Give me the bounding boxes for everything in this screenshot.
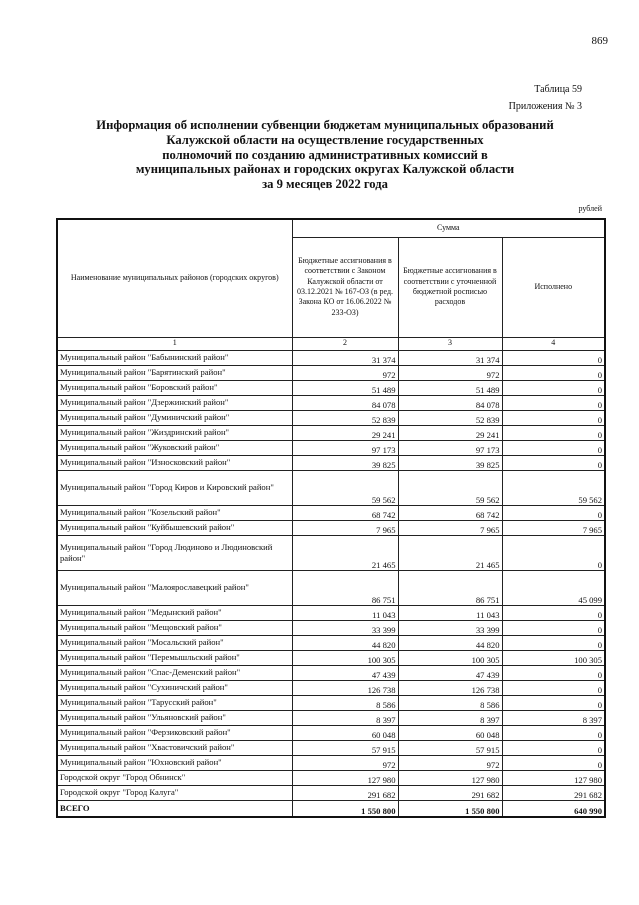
column-number: 3 xyxy=(398,337,502,350)
table-row xyxy=(57,440,605,455)
budget-revised-value: 21 465 xyxy=(398,535,502,570)
district-name: Муниципальный район "Город Киров и Кировский район" xyxy=(57,470,292,505)
budget-revised-value: 59 562 xyxy=(398,470,502,505)
executed-value: 7 965 xyxy=(502,520,605,535)
district-name: Муниципальный район "Город Людиново и Людиновский район" xyxy=(57,535,292,570)
column-number: 4 xyxy=(502,337,605,350)
budget-law-value: 11 043 xyxy=(292,605,398,620)
budget-revised-value: 52 839 xyxy=(398,410,502,425)
title-line: полномочий по созданию административных комиссий в xyxy=(162,147,488,162)
budget-law-value: 29 241 xyxy=(292,425,398,440)
table-row xyxy=(57,380,605,395)
executed-value: 59 562 xyxy=(502,470,605,505)
budget-revised-value: 31 374 xyxy=(398,350,502,365)
budget-law-value: 7 965 xyxy=(292,520,398,535)
table-row xyxy=(57,695,605,710)
title-line: за 9 месяцев 2022 года xyxy=(262,177,388,192)
table-row xyxy=(57,570,605,605)
budget-law-value: 126 738 xyxy=(292,680,398,695)
district-name: Муниципальный район "Мосальский район" xyxy=(57,635,292,650)
budget-law-value: 97 173 xyxy=(292,440,398,455)
table-row xyxy=(57,620,605,635)
budget-law-value: 68 742 xyxy=(292,505,398,520)
executed-value: 0 xyxy=(502,605,605,620)
budget-revised-value: 33 399 xyxy=(398,620,502,635)
executed-value: 0 xyxy=(502,665,605,680)
budget-revised-value: 126 738 xyxy=(398,680,502,695)
title-line: Информация об исполнении субвенции бюджетам муниципальных образований xyxy=(96,118,554,132)
budget-law-value: 33 399 xyxy=(292,620,398,635)
header-col2: Бюджетные ассигнования в соответствии с Законом Калужской области от 03.12.2021 № 167-ОЗ (в ред. Закона КО от 16.06.2022 № 233-ОЗ) xyxy=(292,237,398,337)
district-name: Муниципальный район "Козельский район" xyxy=(57,505,292,520)
table-row xyxy=(57,535,605,570)
column-number: 2 xyxy=(292,337,398,350)
budget-revised-value: 57 915 xyxy=(398,740,502,755)
executed-value: 127 980 xyxy=(502,770,605,785)
executed-value: 0 xyxy=(502,505,605,520)
header-name: Наименование муниципальных районов (городских округов) xyxy=(57,219,292,337)
district-name: Муниципальный район "Думиничский район" xyxy=(57,410,292,425)
district-name: Муниципальный район "Хвастовичский район" xyxy=(57,740,292,755)
budget-law-value: 31 374 xyxy=(292,350,398,365)
budget-law-value: 8 586 xyxy=(292,695,398,710)
budget-revised-value: 44 820 xyxy=(398,635,502,650)
budget-law-value: 8 397 xyxy=(292,710,398,725)
budget-law-value: 86 751 xyxy=(292,570,398,605)
budget-law-value: 84 078 xyxy=(292,395,398,410)
budget-revised-value: 100 305 xyxy=(398,650,502,665)
budget-revised-value: 84 078 xyxy=(398,395,502,410)
total-budget-law: 1 550 800 xyxy=(292,800,398,817)
budget-revised-value: 86 751 xyxy=(398,570,502,605)
district-name: Муниципальный район "Медынский район" xyxy=(57,605,292,620)
executed-value: 0 xyxy=(502,755,605,770)
budget-revised-value: 127 980 xyxy=(398,770,502,785)
district-name: Муниципальный район "Барятинский район" xyxy=(57,365,292,380)
district-name: Муниципальный район "Тарусский район" xyxy=(57,695,292,710)
appendix-label: Приложения № 3 xyxy=(508,101,582,112)
header-col4: Исполнено xyxy=(502,237,605,337)
total-label: ВСЕГО xyxy=(57,800,292,817)
executed-value: 0 xyxy=(502,440,605,455)
budget-revised-value: 972 xyxy=(398,755,502,770)
table-row xyxy=(57,635,605,650)
table-row xyxy=(57,740,605,755)
total-budget-revised: 1 550 800 xyxy=(398,800,502,817)
budget-law-value: 972 xyxy=(292,755,398,770)
budget-law-value: 127 980 xyxy=(292,770,398,785)
table-row xyxy=(57,785,605,800)
column-number: 1 xyxy=(57,337,292,350)
title-line: муниципальных районах и городских округах Калужской области xyxy=(135,162,515,177)
budget-revised-value: 11 043 xyxy=(398,605,502,620)
executed-value: 8 397 xyxy=(502,710,605,725)
district-name: Муниципальный район "Износковский район" xyxy=(57,455,292,470)
budget-revised-value: 68 742 xyxy=(398,505,502,520)
table-row xyxy=(57,505,605,520)
district-name: Муниципальный район "Жиздринский район" xyxy=(57,425,292,440)
district-name: Городской округ "Город Обнинск" xyxy=(57,770,292,785)
district-name: Муниципальный район "Ферзиковский район" xyxy=(57,725,292,740)
table-row xyxy=(57,770,605,785)
budget-law-value: 59 562 xyxy=(292,470,398,505)
budget-revised-value: 291 682 xyxy=(398,785,502,800)
executed-value: 0 xyxy=(502,410,605,425)
budget-law-value: 21 465 xyxy=(292,535,398,570)
district-name: Муниципальный район "Сухиничский район" xyxy=(57,680,292,695)
table-label: Таблица 59 xyxy=(534,84,582,95)
table-row xyxy=(57,365,605,380)
budget-revised-value: 51 489 xyxy=(398,380,502,395)
district-name: Муниципальный район "Куйбышевский район" xyxy=(57,520,292,535)
district-name: Муниципальный район "Спас-Деменский район" xyxy=(57,665,292,680)
executed-value: 0 xyxy=(502,380,605,395)
table-row xyxy=(57,710,605,725)
budget-revised-value: 8 397 xyxy=(398,710,502,725)
executed-value: 0 xyxy=(502,620,605,635)
table-row xyxy=(57,410,605,425)
total-row xyxy=(57,800,605,817)
district-name: Муниципальный район "Малоярославецкий район" xyxy=(57,570,292,605)
budget-revised-value: 97 173 xyxy=(398,440,502,455)
units-label: рублей xyxy=(578,204,602,213)
budget-law-value: 44 820 xyxy=(292,635,398,650)
executed-value: 0 xyxy=(502,535,605,570)
budget-law-value: 972 xyxy=(292,365,398,380)
table-row xyxy=(57,755,605,770)
executed-value: 0 xyxy=(502,395,605,410)
executed-value: 0 xyxy=(502,725,605,740)
budget-revised-value: 8 586 xyxy=(398,695,502,710)
budget-law-value: 52 839 xyxy=(292,410,398,425)
header-col3: Бюджетные ассигнования в соответствии с уточненной бюджетной росписью расходов xyxy=(398,237,502,337)
total-executed: 640 990 xyxy=(502,800,605,817)
budget-law-value: 39 825 xyxy=(292,455,398,470)
document-title xyxy=(80,118,570,192)
budget-revised-value: 29 241 xyxy=(398,425,502,440)
district-name: Муниципальный район "Бабынинский район" xyxy=(57,350,292,365)
table-row xyxy=(57,520,605,535)
table-row xyxy=(57,470,605,505)
district-name: Муниципальный район "Дзержинский район" xyxy=(57,395,292,410)
executed-value: 100 305 xyxy=(502,650,605,665)
budget-law-value: 47 439 xyxy=(292,665,398,680)
district-name: Муниципальный район "Мещовский район" xyxy=(57,620,292,635)
budget-revised-value: 7 965 xyxy=(398,520,502,535)
budget-law-value: 100 305 xyxy=(292,650,398,665)
executed-value: 0 xyxy=(502,425,605,440)
table-row xyxy=(57,425,605,440)
page-number: 869 xyxy=(591,35,608,47)
executed-value: 0 xyxy=(502,365,605,380)
table-row xyxy=(57,665,605,680)
header-sum: Сумма xyxy=(292,219,605,237)
table-row xyxy=(57,395,605,410)
executed-value: 291 682 xyxy=(502,785,605,800)
budget-revised-value: 47 439 xyxy=(398,665,502,680)
budget-law-value: 51 489 xyxy=(292,380,398,395)
table-row xyxy=(57,650,605,665)
district-name: Муниципальный район "Юхновский район" xyxy=(57,755,292,770)
executed-value: 45 099 xyxy=(502,570,605,605)
executed-value: 0 xyxy=(502,680,605,695)
budget-law-value: 57 915 xyxy=(292,740,398,755)
executed-value: 0 xyxy=(502,350,605,365)
table-row xyxy=(57,350,605,365)
title-line: Калужской области на осуществление государственных xyxy=(166,132,484,147)
executed-value: 0 xyxy=(502,635,605,650)
district-name: Муниципальный район "Жуковский район" xyxy=(57,440,292,455)
executed-value: 0 xyxy=(502,695,605,710)
table-row xyxy=(57,605,605,620)
budget-law-value: 291 682 xyxy=(292,785,398,800)
table-row xyxy=(57,680,605,695)
budget-revised-value: 39 825 xyxy=(398,455,502,470)
district-name: Городской округ "Город Калуга" xyxy=(57,785,292,800)
executed-value: 0 xyxy=(502,740,605,755)
budget-law-value: 60 048 xyxy=(292,725,398,740)
district-name: Муниципальный район "Боровский район" xyxy=(57,380,292,395)
table-row xyxy=(57,455,605,470)
district-name: Муниципальный район "Ульяновский район" xyxy=(57,710,292,725)
budget-revised-value: 972 xyxy=(398,365,502,380)
subvention-table xyxy=(56,218,606,818)
district-name: Муниципальный район "Перемышльский район" xyxy=(57,650,292,665)
executed-value: 0 xyxy=(502,455,605,470)
table-row xyxy=(57,725,605,740)
budget-revised-value: 60 048 xyxy=(398,725,502,740)
